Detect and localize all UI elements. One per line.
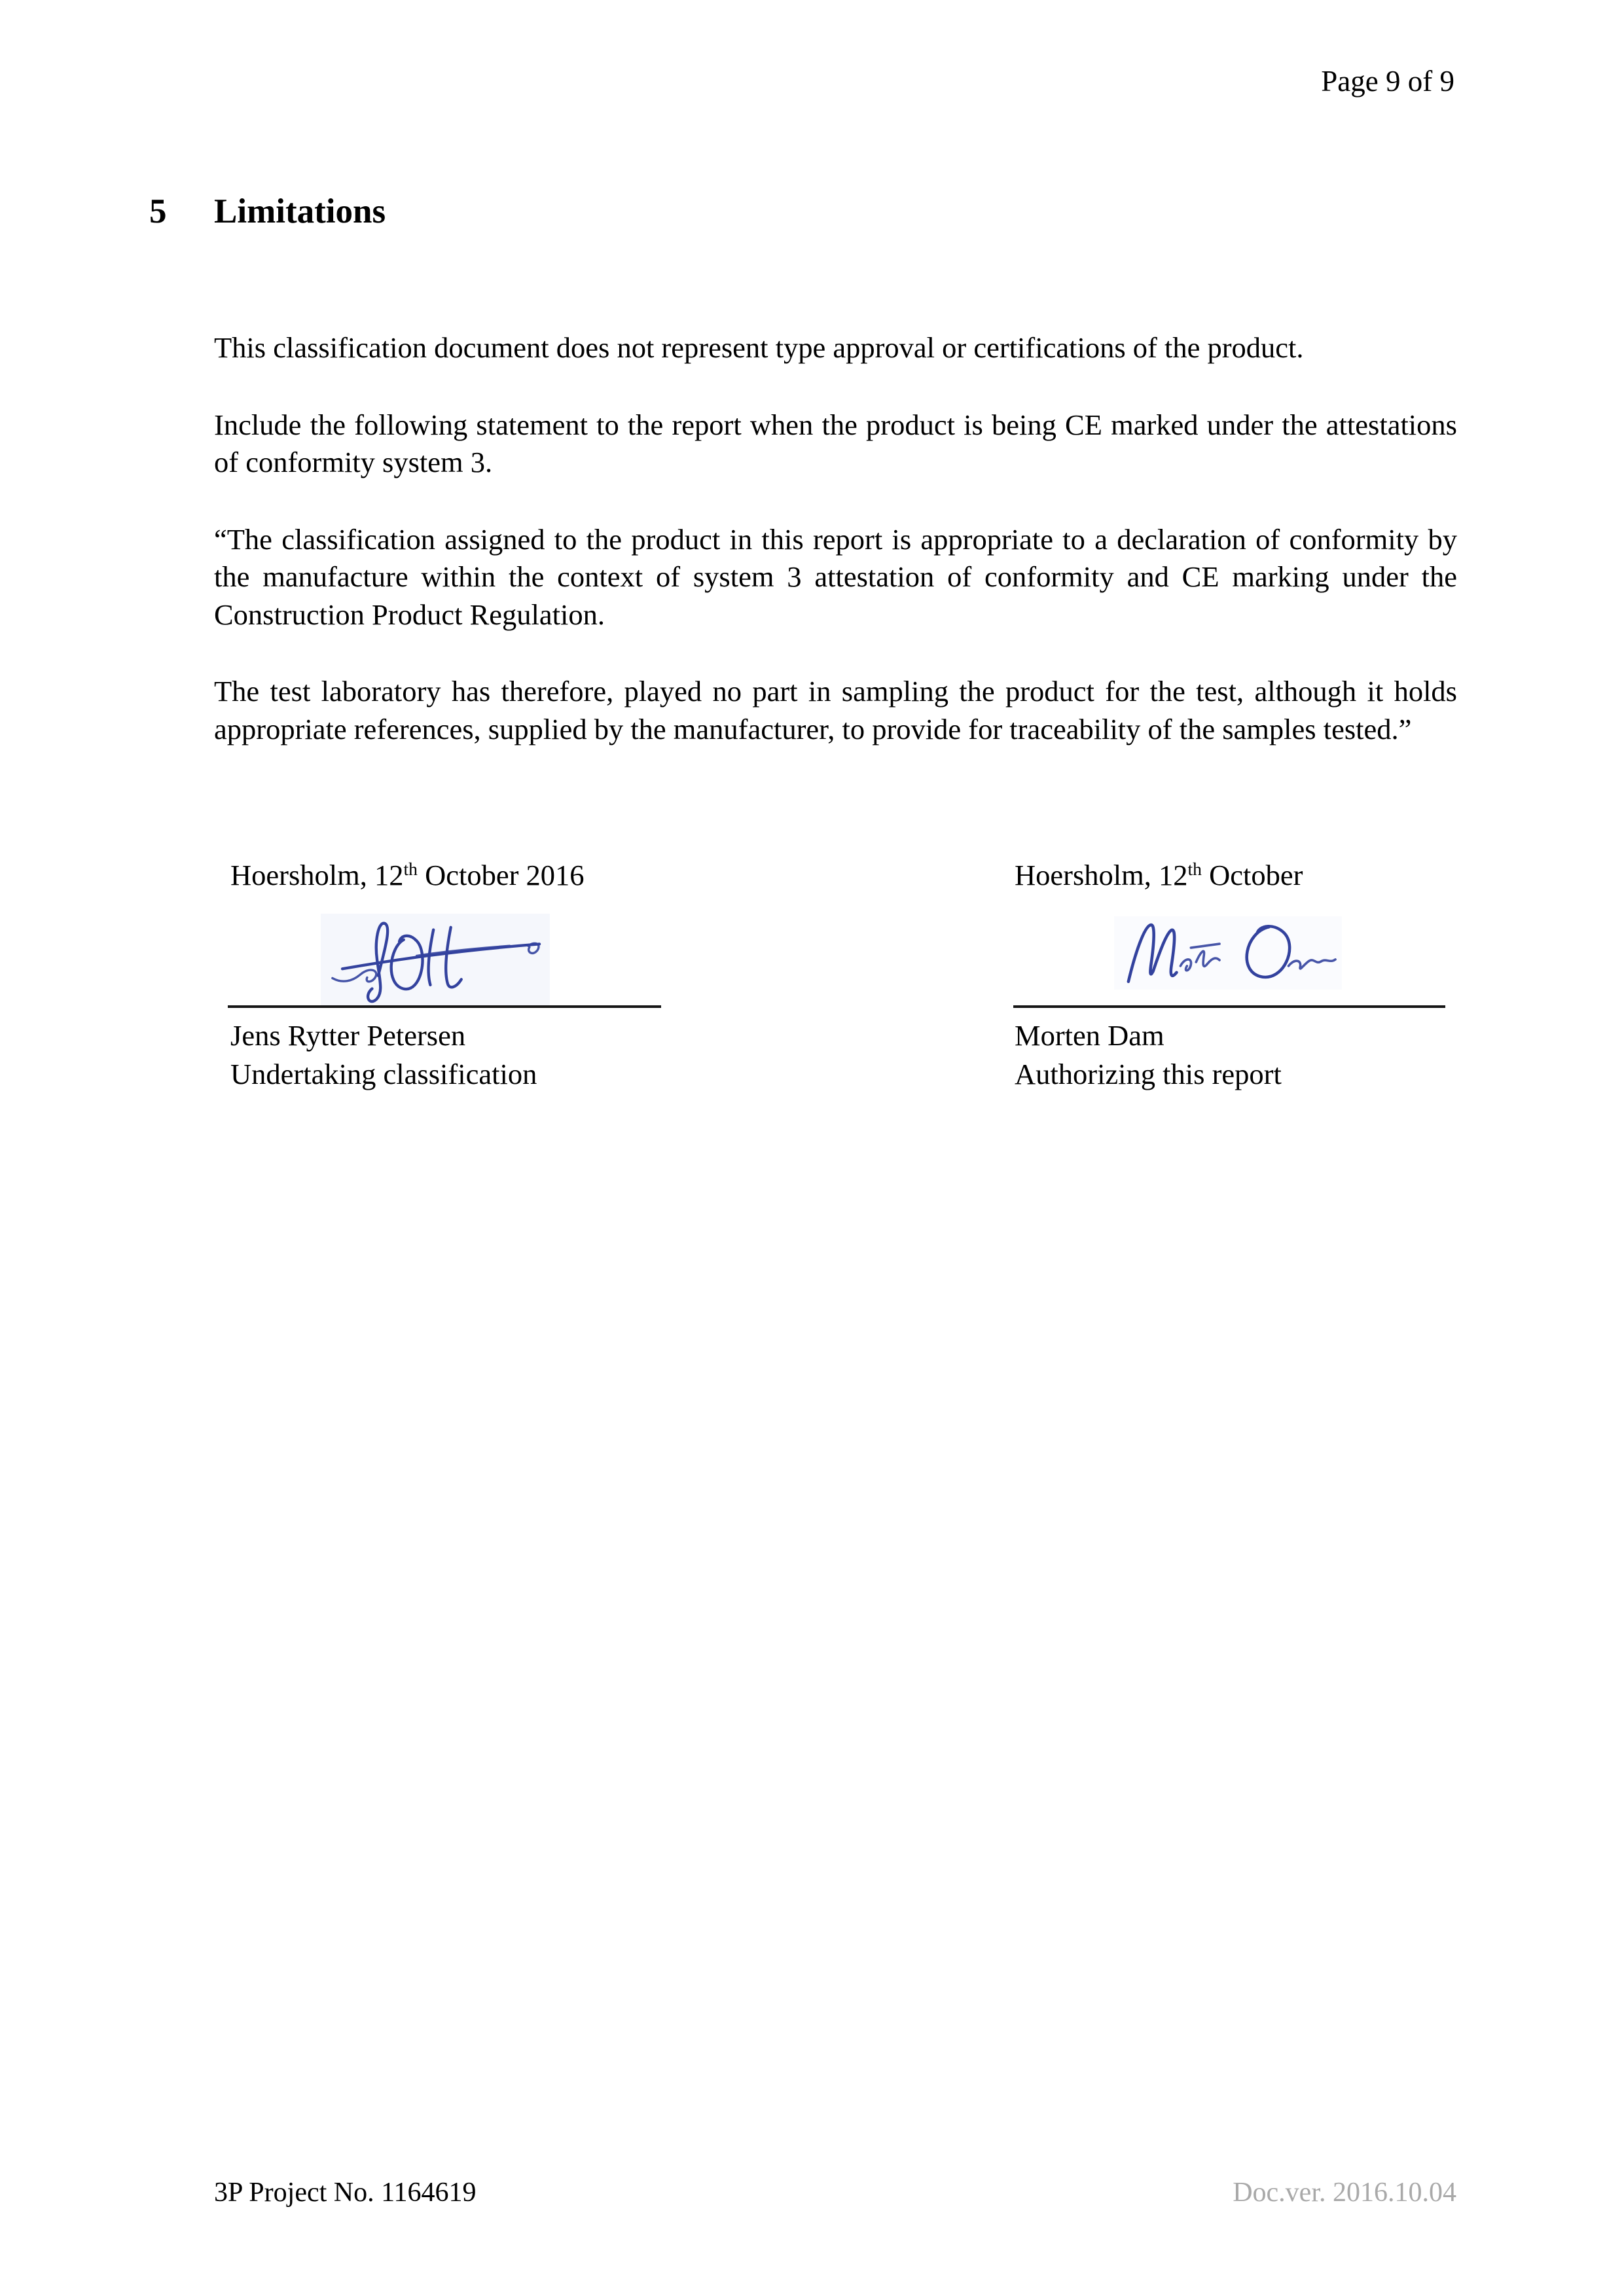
paragraph-3: “The classification assigned to the product in this report is appropriate to a declaration of conformity by the manufacture within the context of system 3 attestation of conformity and CE marking under the Construction Product Regulation. bbox=[214, 522, 1457, 631]
signature-right-date-rest: October bbox=[1201, 859, 1303, 891]
signature-right-block bbox=[1015, 1016, 1282, 1093]
footer-doc-version: Doc.ver. 2016.10.04 bbox=[1233, 2178, 1456, 2208]
signer-role-right: Authorizing this report bbox=[1015, 1058, 1282, 1090]
signature-left-date-rest: October 2016 bbox=[417, 859, 585, 891]
signature-left-block bbox=[230, 1016, 537, 1093]
section-title: Limitations bbox=[214, 192, 386, 230]
page-footer bbox=[214, 2176, 1456, 2210]
signer-name-left: Jens Rytter Petersen bbox=[230, 1019, 466, 1052]
signature-line-left bbox=[228, 1005, 661, 1008]
signature-right-date-ordinal: th bbox=[1187, 858, 1202, 879]
paragraph-1: This classification document does not represent type approval or certifications of the product. bbox=[214, 331, 1304, 364]
page-number: Page 9 of 9 bbox=[1321, 65, 1454, 98]
paragraph-4: The test laboratory has therefore, played no part in sampling the product for the test, although it holds appropriate references, supplied by the manufacturer, to provide for traceability of the samples tested.” bbox=[214, 675, 1457, 745]
footer-project-number: 3P Project No. 1164619 bbox=[214, 2178, 477, 2208]
signature-left-date-prefix: Hoersholm, 12 bbox=[230, 859, 404, 891]
signature-morten-dam-icon bbox=[1114, 916, 1342, 990]
signature-right-date-prefix: Hoersholm, 12 bbox=[1015, 859, 1188, 891]
section-heading bbox=[149, 191, 386, 232]
signature-left-place-date bbox=[230, 856, 585, 894]
body-text bbox=[214, 329, 1457, 787]
section-number: 5 bbox=[149, 192, 167, 230]
signature-left-date-ordinal: th bbox=[403, 858, 418, 879]
signature-line-right bbox=[1013, 1005, 1445, 1008]
signature-jens-rytter-petersen-icon bbox=[321, 914, 550, 1007]
signer-name-right: Morten Dam bbox=[1015, 1019, 1164, 1052]
signature-right-place-date bbox=[1015, 856, 1303, 894]
signer-role-left: Undertaking classification bbox=[230, 1058, 537, 1090]
paragraph-2: Include the following statement to the report when the product is being CE marked under the attestations of conformity system 3. bbox=[214, 408, 1457, 478]
